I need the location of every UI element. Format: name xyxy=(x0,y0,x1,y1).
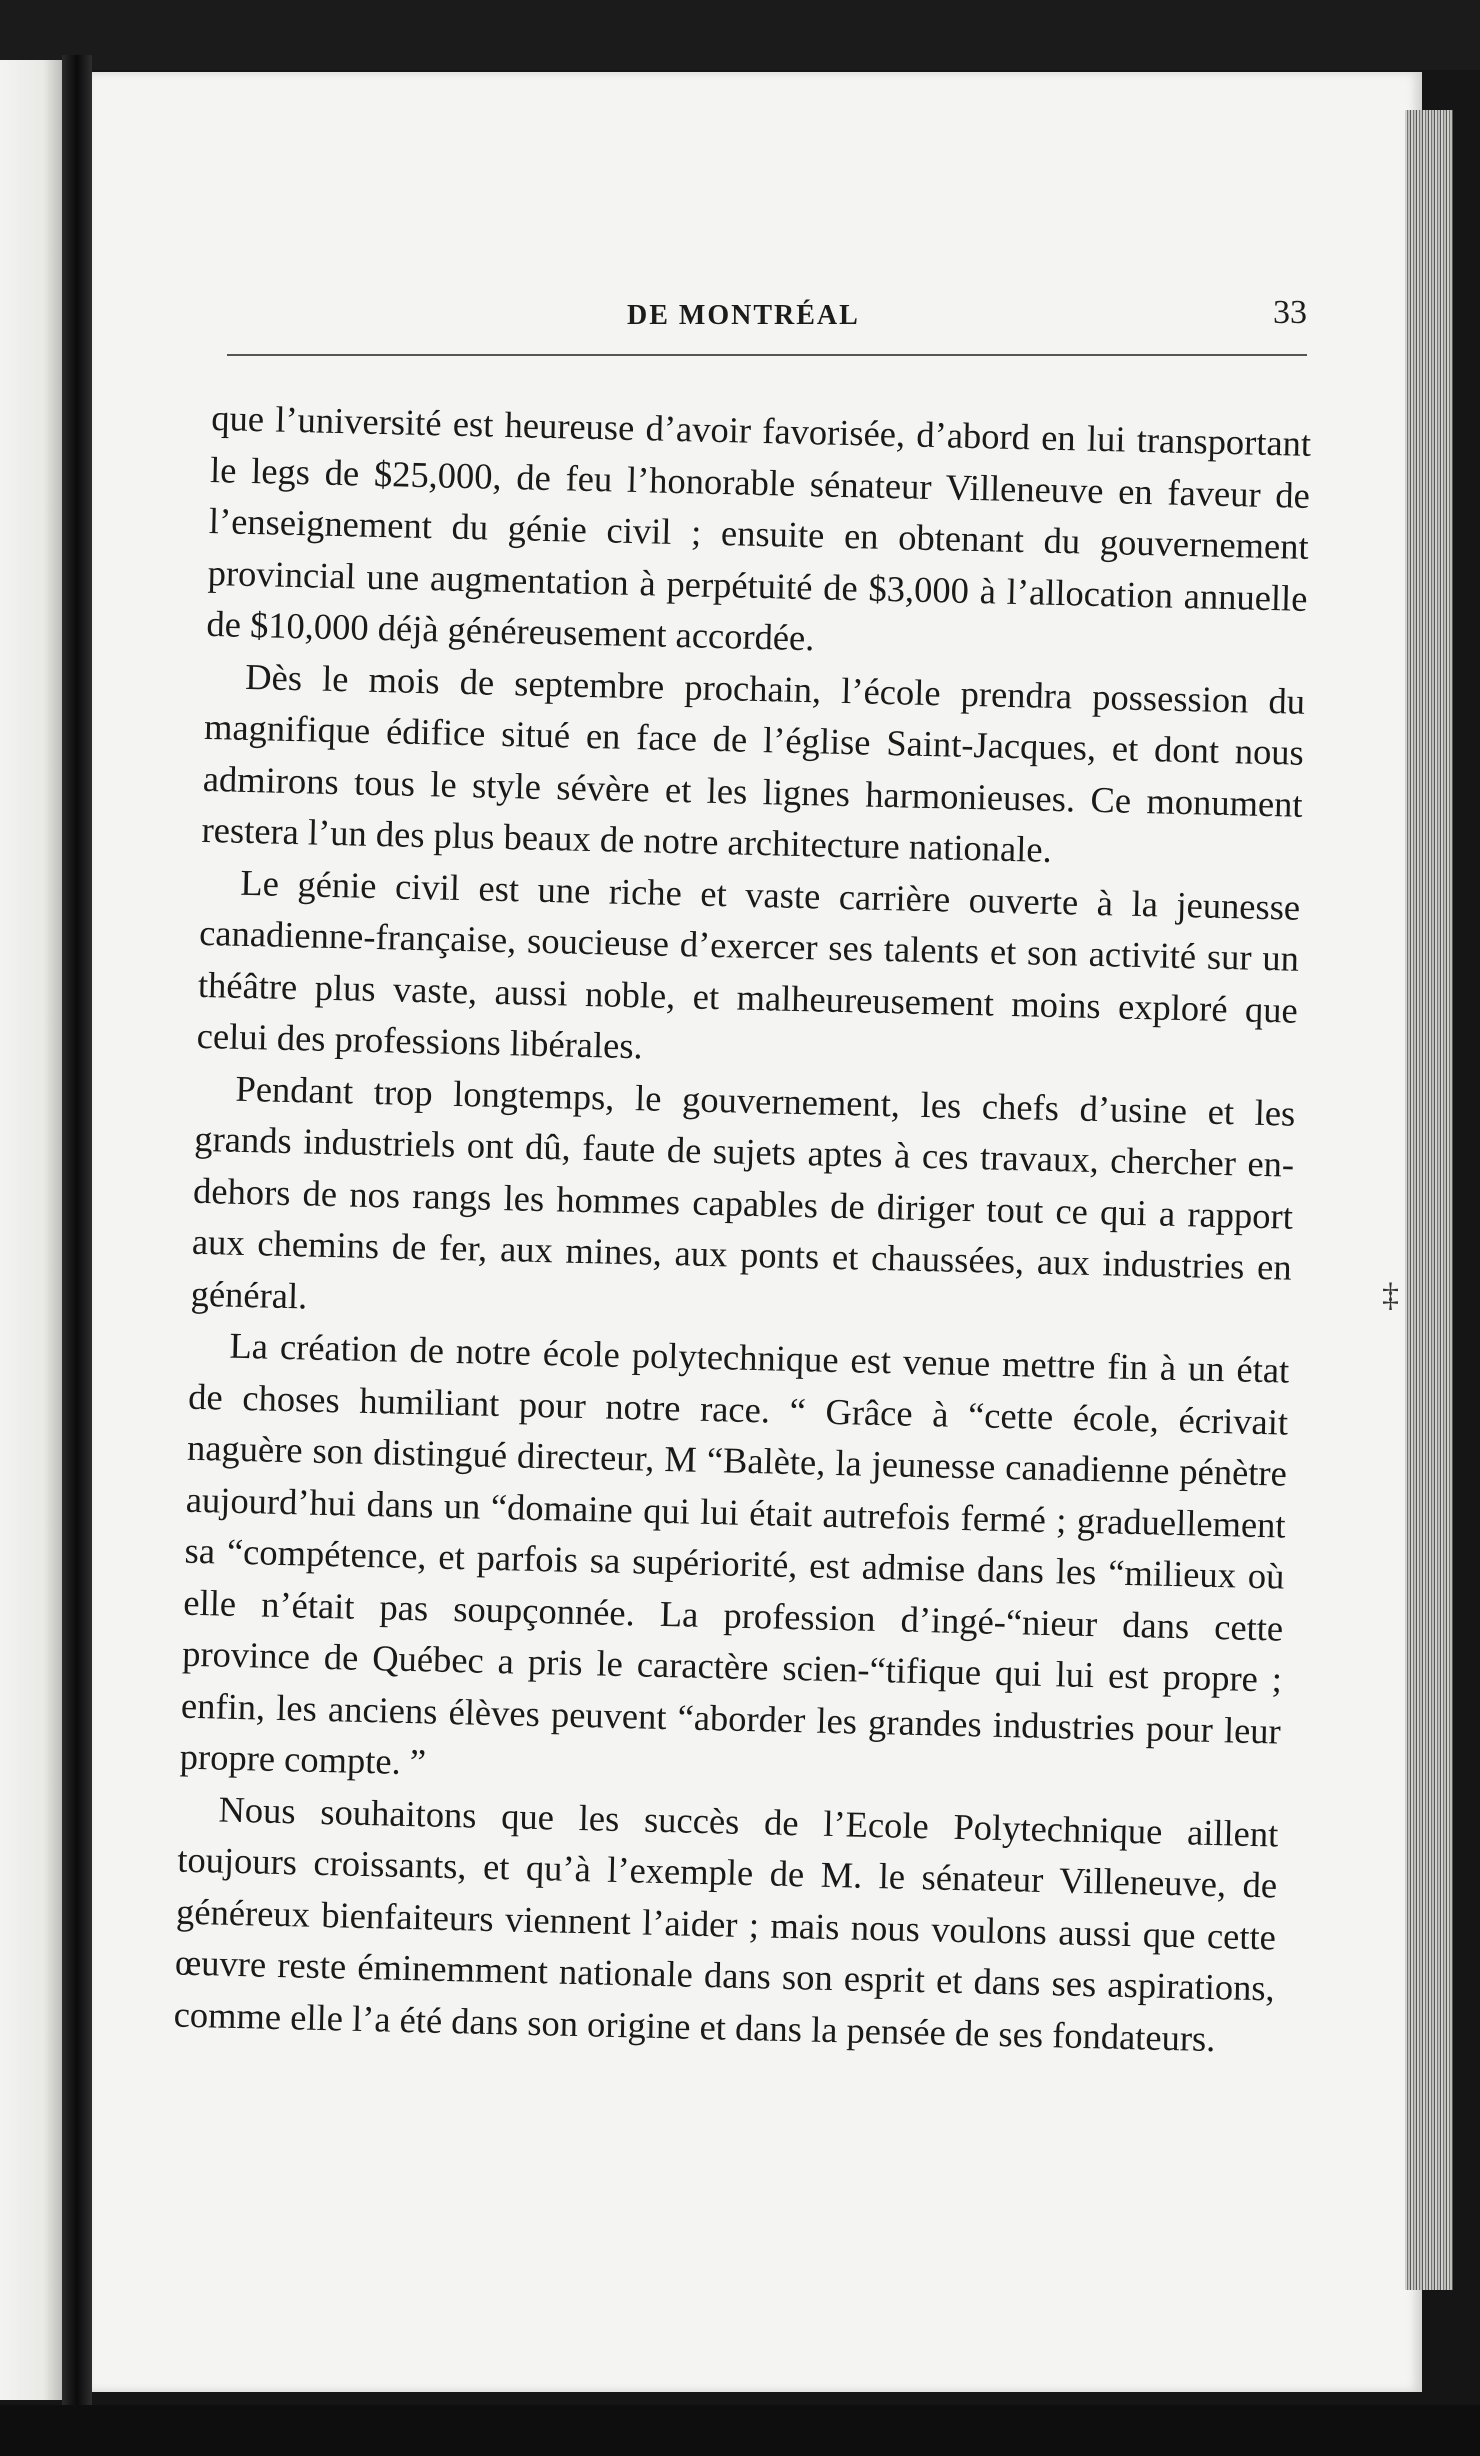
running-head: DE MONTRÉAL xyxy=(627,300,860,331)
paragraph-1: que l’université est heureuse d’avoir favorisée, d’abord en lui transportant le legs de $25,000, de feu l’honorable sénateur Villeneuve en faveur de l’enseignement du génie civil ; ensuite en obtenant du gouvernement provincial une augmentation à perpétuité de $3,000 à l’allocation annuelle de $10,000 déjà généreusement accordée. xyxy=(206,396,1312,659)
page-number: 33 xyxy=(1273,294,1307,331)
page-block-edges xyxy=(1405,110,1453,2290)
paragraph-4: Pendant trop longtemps, le gouvernement, les chefs d’usine et les grands industriels ont dû, faute de sujets aptes à ces travaux, chercher en-dehors de nos rangs les hommes capables de diriger tout ce qui a rapport aux chemins de fer, aux mines, aux ponts et chaussées, aux industries en général. xyxy=(190,1067,1296,1316)
paragraph-3: Le génie civil est une riche et vaste carrière ouverte à la jeunesse canadienne-française, soucieuse d’exercer ses talents et son activité sur un théâtre plus vaste, aussi noble, et malheureusement moins exploré que celui des professions libérales. xyxy=(196,861,1301,1067)
book-gutter xyxy=(62,55,92,2405)
paragraph-5: La création de notre école polytechnique est venue mettre fin à un état de choses humiliant pour notre race. “ Grâce à “cette école, écrivait naguère son distingué directeur, M “Balète, la jeunesse canadienne pénètre aujourd’hui dans un “domaine qui lui était autrefois fermé ; graduellement sa “compétence, et parfois sa supériorité, est admise dans les “milieux où elle n’était pas soupçonnée. La profession d’ingé-“nieur dans cette province de Québec a pris le caractère scien-“tifique qui lui est propre ; enfin, les anciens élèves peuvent “aborder les grandes industries pour leur propre compte. ” xyxy=(179,1324,1290,1783)
book-page xyxy=(92,72,1422,2392)
scan-bottom-border xyxy=(0,2405,1480,2456)
paragraph-6: Nous souhaitons que les succès de l’Ecole Polytechnique aillent toujours croissants, et qu’à l’exemple de M. le sénateur Villeneuve, de généreux bienfaiteurs viennent l’aider ; mais nous voulons aussi que cette œuvre reste éminemment nationale dans son esprit et dans ses aspirations, comme elle l’a été dans son origine et dans la pensée de ses fondateurs. xyxy=(173,1788,1279,2059)
header-rule xyxy=(227,354,1307,356)
page-header xyxy=(472,294,1307,340)
page-body xyxy=(173,392,1312,2065)
margin-mark: ‡ xyxy=(1382,1277,1399,1314)
scan-top-border xyxy=(0,0,1480,70)
paragraph-2: Dès le mois de septembre prochain, l’école prendra possession du magnifique édifice situé en face de l’église Saint-Jacques, et dont nous admirons tous le style sévère et les lignes harmonieuses. Ce monument restera l’un des plus beaux de notre architecture nationale. xyxy=(201,655,1306,870)
facing-page-edge xyxy=(0,60,62,2400)
